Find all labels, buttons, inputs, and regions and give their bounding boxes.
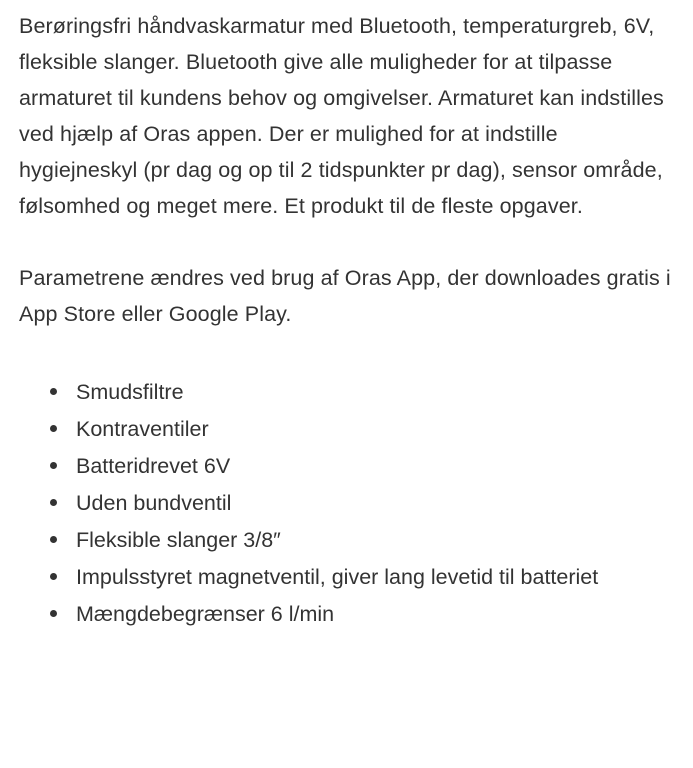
app-info-paragraph: Parametrene ændres ved brug af Oras App, der downloades gratis i App Store eller Google Play. bbox=[19, 266, 671, 326]
description-paragraph: Berøringsfri håndvaskarmatur med Bluetooth, temperaturgreb, 6V, fleksible slanger. Bluetooth give alle muligheder for at tilpasse armaturet til kundens behov og omgivelser. Armaturet kan indstilles ved hjælp af Oras appen. Der er mulighed for at indstille hygiejneskyl (pr dag og op til 2 tidspunkter pr dag), sensor område, følsomhed og meget mere. Et produkt til de fleste opgaver. bbox=[19, 14, 664, 218]
list-item-uden-bundventil: Uden bundventil bbox=[76, 485, 673, 521]
list-item-smudsfiltre: Smudsfiltre bbox=[76, 374, 673, 410]
list-item-kontraventiler: Kontraventiler bbox=[76, 411, 673, 447]
list-item-fleksible-slanger: Fleksible slanger 3/8″ bbox=[76, 522, 673, 558]
list-item-maengdebegraenser: Mængdebegrænser 6 l/min bbox=[76, 596, 673, 632]
list-item-impulsstyret-magnetventil: Impulsstyret magnetventil, giver lang levetid til batteriet bbox=[76, 559, 673, 595]
list-item-batteridrevet: Batteridrevet 6V bbox=[76, 448, 673, 484]
feature-list bbox=[19, 374, 673, 632]
